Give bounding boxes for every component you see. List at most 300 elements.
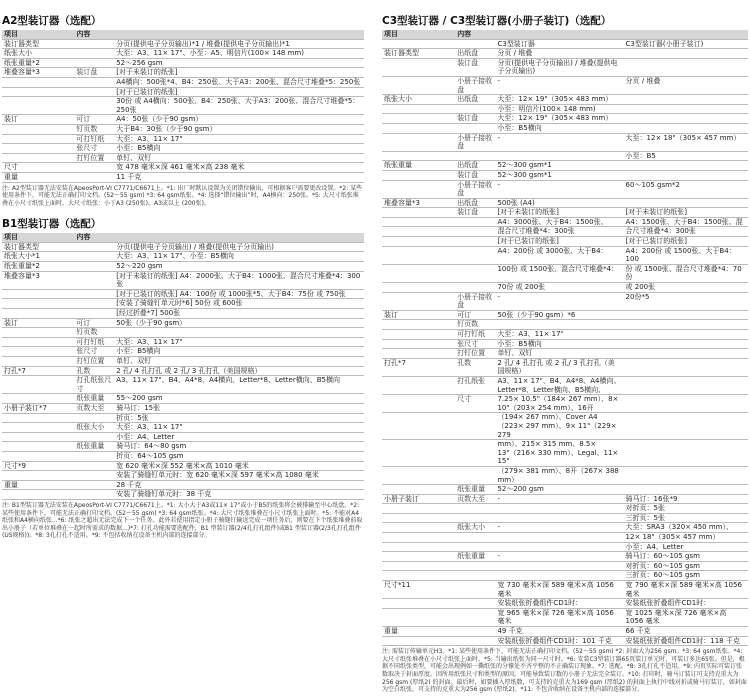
table-row [382, 246, 748, 264]
table-cell [455, 636, 495, 646]
table-row [382, 349, 748, 359]
header-item: 项目 [382, 30, 455, 39]
table-row [2, 366, 364, 376]
table-cell [495, 542, 623, 552]
table-row [382, 292, 748, 310]
table-row [382, 310, 748, 320]
table-cell: [经过折叠*7] 500张 [114, 309, 364, 319]
table-cell: 纸张大小 [382, 95, 455, 105]
table-row [382, 599, 748, 609]
table-row [382, 542, 748, 552]
table-cell [74, 413, 114, 423]
table-cell: 可打钉纸 [74, 337, 114, 347]
table-cell: 小至：明信片(100× 148 mm) [495, 104, 623, 114]
table-cell: 70份 或 200张 [495, 283, 623, 293]
table-cell [455, 440, 495, 467]
table-cell: 2 孔/ 4 孔打孔 或 2 孔/ 3 孔打孔（美国规格） [114, 366, 364, 376]
table-cell [2, 432, 74, 442]
header-item: 项目 [2, 30, 74, 39]
table-cell [2, 337, 74, 347]
table-cell: [对于已装订的纸张] [495, 237, 623, 247]
table-cell [382, 485, 455, 495]
table-cell [382, 513, 455, 523]
table-row [382, 581, 748, 599]
table-cell: 安装了骑缝钉单元时：38 千克 [114, 490, 364, 500]
table-cell: 折页：64～105 gsm [114, 451, 364, 461]
table-row [2, 68, 364, 78]
table-cell: 出纸盘 [455, 198, 495, 208]
table-cell: 分页 / 堆叠 [624, 76, 748, 94]
table-cell [74, 172, 114, 182]
table-cell [624, 413, 748, 440]
table-row [382, 320, 748, 330]
table-cell: - [495, 494, 623, 504]
table-cell [455, 246, 495, 264]
table-cell [382, 123, 455, 133]
table-cell: 分页 / 堆叠 [495, 49, 623, 59]
table-row [382, 161, 748, 171]
table-cell [382, 39, 455, 49]
table-cell [495, 533, 623, 543]
table-row [382, 237, 748, 247]
table-cell: 尺寸 [2, 163, 74, 173]
table-cell [382, 440, 455, 467]
table-cell [74, 252, 114, 262]
table-cell [2, 309, 74, 319]
table-cell: 小册子接收盘 [455, 180, 495, 198]
table-cell [382, 104, 455, 114]
table-cell: 2 孔/ 4 孔打孔 或 2 孔/ 3 孔打孔（美国规格） [495, 358, 623, 376]
table-cell [455, 533, 495, 543]
table-cell [2, 153, 74, 163]
table-cell: 28 千克 [114, 480, 364, 490]
table-cell: 49 千克 [495, 627, 623, 637]
table-cell: 安装纸张折叠组件CD1时： [495, 599, 623, 609]
table-cell: 装订 [2, 115, 74, 125]
table-cell: 小册子接收盘 [455, 76, 495, 94]
table-cell [382, 246, 455, 264]
table-row [382, 198, 748, 208]
table-cell [495, 561, 623, 571]
table-cell: 单钉、双钉 [495, 349, 623, 359]
table-cell [382, 320, 455, 330]
header-item: 项目 [2, 233, 74, 242]
table-cell [2, 77, 74, 87]
table-row [382, 376, 748, 394]
table-cell [382, 133, 455, 151]
table-cell [455, 39, 495, 49]
table-row [2, 347, 364, 357]
header-content: 内容 [74, 30, 364, 39]
table-cell: 尺寸*11 [382, 581, 455, 599]
table-cell: 纸张重量*2 [2, 262, 74, 272]
table-cell: 出纸盘 [455, 49, 495, 59]
table-row [2, 328, 364, 338]
table-cell: 大至：12× 19"（305× 483 mm） [495, 114, 623, 124]
table-cell: 30份 或 A4横向：500张、B4：250张、大于A3：200张、混合尺寸堆叠*5：250张 [114, 97, 364, 115]
table-cell [2, 471, 74, 481]
header-content: 内容 [455, 30, 748, 39]
table-cell [624, 440, 748, 467]
table-cell: 打孔*7 [382, 358, 455, 376]
table-header [382, 30, 748, 39]
table-cell: 100份 或 1500张、混合尺寸堆叠*4： [495, 264, 623, 282]
table-cell: 小册子接收盘 [455, 133, 495, 151]
table-cell [2, 97, 74, 115]
table-cell [624, 161, 748, 171]
table-cell: 纸张重量*2 [2, 58, 74, 68]
table-cell [74, 77, 114, 87]
table-cell [455, 413, 495, 440]
table-cell [74, 242, 114, 252]
table-row [382, 151, 748, 161]
table-row [2, 490, 364, 500]
table-cell [2, 423, 74, 433]
table-cell [455, 561, 495, 571]
table-cell: A4：3000张、大于B4：1500张、 [495, 217, 623, 227]
table-cell: 钉页数 [74, 328, 114, 338]
table-cell [2, 376, 74, 394]
table-cell [382, 552, 455, 562]
b1-note: 注: B1型装订器无法安装在ApeosPort-VI C7771/C6671上。*1: 大小大于A3或11× 17"或小于B5的纸张将会被排输至中心纸盘。*2: 某些使用条件下，可能无法正确打印文档。(52～55 gsm) *3: 64 gsm纸张。*4: 大尺寸纸张堆叠在小尺寸纸张上面时。*5: 不能对A4纸张和A4横向纸张...*6: 纸张之超出无法完成下一个任务。此外若使用指定小册子骑缝钉输送完成一项任务后，则要在下个纸张堆叠前取出小册子（若单位堆叠在一起时所需求的数据...)*7: 打孔功能需要选配件，B1 型装订器(2/4孔打孔组件)或B1 型装订器(2/3孔打孔组件(US规格))。*8: 3孔打孔不适用。*9: 不包括收纳在设备主机内部的连接部分。 [2, 501, 363, 540]
table-cell [74, 87, 114, 97]
table-row [2, 376, 364, 394]
table-cell: A4横向：500张*4、B4：250张、大于A3：200张、混合尺寸堆叠*5：250张 [114, 77, 364, 87]
table-row [382, 395, 748, 413]
table-header [2, 30, 364, 39]
table-cell [382, 237, 455, 247]
table-cell: 小册子接收盘 [455, 292, 495, 310]
left-column [2, 14, 364, 544]
table-cell: 纸张重量 [455, 552, 495, 562]
table-cell [74, 58, 114, 68]
table-cell: C3型装订器 [495, 39, 623, 49]
table-row [382, 494, 748, 504]
table-cell [455, 264, 495, 282]
table-cell: 孔数 [74, 366, 114, 376]
table-cell: - [495, 76, 623, 94]
table-cell [455, 104, 495, 114]
table-cell [382, 227, 455, 237]
table-row [2, 115, 364, 125]
table-cell [74, 309, 114, 319]
table-cell: 打钉位置 [74, 153, 114, 163]
table-row [2, 134, 364, 144]
table-cell [382, 339, 455, 349]
table-row [382, 114, 748, 124]
c3-note: 注: 需装订传输单元H3。*1: 某些使用条件下，可能无法正确打印文档。(52～55 gsm) *2: 封面大为256 gsm。*3: 64 gsm纸张。*4: 大尺寸纸张堆叠在小尺寸纸张上面时。*5: 当输出纸张为同一尺寸时。*6: 安装C3型装订器65页装订单元时，可装订多达65张。但是，根据不同纸张类型，可能会出现例如一撕纸张的分撑处不齐平整的不正确装订现象。*7: 选配。*8: 3孔打孔不适用。*9: 内页实际可装订张数取决于封面厚度。因所用纸张尺寸和类型的原因，可能导致装订数的小册子无法完全装订。*10: 打印时，骑马订装订可支持克重大为256 gsm (厚纸2) 的封面。最后时，如要插入厚纸数，可支持的克重大为169 gsm (厚纸2) 的封面上执行中线对折或骑马钉装订，如封面为空白纸张，可支持的克重大为256 gsm (厚纸2)。*11: 不包含收纳在设备主机内部的连接部分。 [382, 648, 747, 694]
table-row [382, 413, 748, 440]
table-cell: 重量 [382, 627, 455, 637]
table-cell [74, 471, 114, 481]
table-cell: 宽 790 毫米×深 589 毫米×高 1056 毫米 [624, 581, 748, 599]
table-cell: 三折页：5张 [624, 513, 748, 523]
table-cell: 或 200张 [624, 283, 748, 293]
table-cell: 张尺寸 [455, 339, 495, 349]
table-cell [455, 227, 495, 237]
table-cell [382, 58, 455, 76]
table-cell: 装订盘 [455, 208, 495, 218]
table-cell: 张尺寸 [74, 347, 114, 357]
table-cell: 出纸盘 [455, 161, 495, 171]
table-cell [455, 571, 495, 581]
table-row [382, 636, 748, 646]
table-cell: 安装纸张折叠组件CD1时：101 千克 [495, 636, 623, 646]
table-cell [624, 339, 748, 349]
table-cell: 分页(提供电子分页输出) / 堆叠(提供电子分页输出) [114, 242, 364, 252]
table-cell [624, 114, 748, 124]
table-cell [2, 347, 74, 357]
table-cell: 52～300 gsm*1 [495, 161, 623, 171]
table-row [382, 523, 748, 533]
table-cell [495, 571, 623, 581]
table-row [2, 461, 364, 471]
table-cell [455, 151, 495, 161]
table-cell [624, 466, 748, 484]
table-cell [382, 114, 455, 124]
b1-title: B1型装订器（选配） [2, 218, 102, 231]
table-row [2, 318, 364, 328]
table-cell [382, 533, 455, 543]
table-cell: 大至：A3、11× 17"、小至：B5横向 [114, 252, 364, 262]
table-cell: 页数大至 [74, 403, 114, 413]
table-row [2, 262, 364, 272]
table-cell: 纸张重量 [74, 442, 114, 452]
table-cell: 单钉、双钉 [114, 153, 364, 163]
table-cell [624, 170, 748, 180]
table-cell [2, 124, 74, 134]
table-cell [382, 599, 455, 609]
table-cell [2, 328, 74, 338]
table-cell: 分页(提供电子分页输出)*1 / 堆叠(提供电子分页输出)*1 [114, 39, 364, 49]
table-cell [455, 283, 495, 293]
table-cell: 装订 [382, 310, 455, 320]
c3-title: C3型装订器 / C3型装订器(小册子装订)（选配） [382, 15, 612, 27]
table-cell: 堆叠容量*3 [2, 68, 74, 78]
table-row [382, 571, 748, 581]
table-cell [2, 451, 74, 461]
table-cell [2, 490, 74, 500]
c3-spec-table [382, 30, 748, 646]
table-cell [382, 170, 455, 180]
table-cell [74, 480, 114, 490]
table-cell: 钉页数 [455, 320, 495, 330]
table-cell: 大至：12× 18"（305× 457 mm） [624, 133, 748, 151]
table-row [2, 153, 364, 163]
table-row [382, 440, 748, 467]
table-row [2, 413, 364, 423]
table-cell: 骑马订：15张 [114, 403, 364, 413]
table-cell [382, 542, 455, 552]
table-cell [455, 237, 495, 247]
table-row [382, 264, 748, 282]
table-cell: 可打钉纸 [455, 330, 495, 340]
table-row [2, 124, 364, 134]
table-cell [624, 320, 748, 330]
table-cell [74, 97, 114, 115]
table-cell [455, 504, 495, 514]
table-cell [455, 513, 495, 523]
table-row [382, 104, 748, 114]
table-row [382, 208, 748, 218]
table-cell [2, 87, 74, 97]
table-cell: 可订 [74, 115, 114, 125]
table-cell: 钉页数 [74, 124, 114, 134]
table-cell: 大至：A3、11× 17" [495, 330, 623, 340]
table-cell [455, 608, 495, 626]
table-cell: - [495, 523, 623, 533]
table-cell: 折页：5张 [114, 413, 364, 423]
table-cell [2, 144, 74, 154]
table-cell: [对于已装订的纸张] [624, 237, 748, 247]
table-cell [2, 134, 74, 144]
table-cell: 页数大至 [455, 494, 495, 504]
a2-spec-table [2, 30, 364, 183]
table-cell: 打钉位置 [74, 357, 114, 367]
table-cell [382, 571, 455, 581]
table-cell: A4：50张（少于90 gsm） [114, 115, 364, 125]
table-row [2, 309, 364, 319]
table-cell: 可打钉纸 [74, 134, 114, 144]
table-row [2, 442, 364, 452]
table-cell: 打孔*7 [2, 366, 74, 376]
table-cell: - [495, 133, 623, 151]
table-cell [495, 504, 623, 514]
table-cell [382, 413, 455, 440]
a2-title: A2型装订器（选配） [2, 15, 102, 27]
header-content: 内容 [74, 233, 364, 242]
table-cell: 混合尺寸堆叠*4：300张 [495, 227, 623, 237]
table-row [2, 451, 364, 461]
table-cell [2, 394, 74, 404]
table-row [382, 217, 748, 227]
table-cell: 50张（少于90 gsm）*6 [495, 310, 623, 320]
table-cell: 装订器类型 [382, 49, 455, 59]
table-cell: [安装了骑缝钉单元时*6] 50份 或 600张 [114, 299, 364, 309]
table-cell: 装订盘 [455, 170, 495, 180]
table-cell: 张尺寸 [74, 144, 114, 154]
table-cell [495, 320, 623, 330]
table-cell: 合尺寸堆叠*4：300张 [624, 227, 748, 237]
table-row [2, 471, 364, 481]
table-cell [455, 627, 495, 637]
table-row [2, 163, 364, 173]
table-cell: 安装了骑缝钉单元时：宽 620 毫米×深 597 毫米×高 1080 毫米 [114, 471, 364, 481]
table-cell [624, 358, 748, 376]
table-cell [624, 376, 748, 394]
table-cell [382, 636, 455, 646]
table-cell: 打钉位置 [455, 349, 495, 359]
table-cell: 大至：A3、11× 17" [114, 423, 364, 433]
table-cell: 大至：A3、11× 17"、小至：A5、明信片(100× 148 mm) [114, 49, 364, 59]
table-cell: 打孔纸张 [455, 376, 495, 394]
table-cell: C3型装订器(小册子装订) [624, 39, 748, 49]
table-cell: A4：200份 或 3000张、大于B4： [495, 246, 623, 264]
table-cell: 尺寸*9 [2, 461, 74, 471]
table-cell: 52～300 gsm*1 [495, 170, 623, 180]
table-cell [382, 561, 455, 571]
table-cell [624, 310, 748, 320]
table-cell: 大至：SRA3（320× 450 mm）、 [624, 523, 748, 533]
table-cell [495, 513, 623, 523]
table-cell: 小册子装订 [382, 494, 455, 504]
table-row [382, 627, 748, 637]
table-cell: 装订盘 [455, 114, 495, 124]
table-row [2, 58, 364, 68]
table-cell: 安装纸张折叠组件CD1时：118 千克 [624, 636, 748, 646]
table-cell [382, 504, 455, 514]
table-cell [2, 299, 74, 309]
table-cell: 纸张大小*1 [2, 252, 74, 262]
table-cell [74, 163, 114, 173]
table-row [2, 172, 364, 182]
table-row [2, 97, 364, 115]
table-cell: 装订器类型 [2, 242, 74, 252]
table-cell: 小册子装订*7 [2, 403, 74, 413]
table-cell [382, 608, 455, 626]
table-cell [624, 485, 748, 495]
table-cell [2, 442, 74, 452]
table-cell: 宽 1025 毫米×深 726 毫米×高 1056 毫米 [624, 608, 748, 626]
table-cell: [对于未装订的纸张] A4：2000张、大于B4：1000张、混合尺寸堆叠*4：300张 [114, 271, 364, 289]
table-cell: 纸张大小 [455, 523, 495, 533]
table-cell: 孔数 [455, 358, 495, 376]
table-cell: 纸张重量 [74, 394, 114, 404]
table-row [382, 552, 748, 562]
table-row [2, 337, 364, 347]
table-cell: 装订盘 [74, 68, 114, 78]
table-cell [2, 289, 74, 299]
table-cell: [对于未装订的纸张] [114, 68, 364, 78]
table-cell: 12× 18"（305× 457 mm） [624, 533, 748, 543]
table-cell: 小至：B5横向 [495, 339, 623, 349]
table-row [382, 170, 748, 180]
table-cell: - [495, 292, 623, 310]
a2-note: 注: A2型装订器无法安装在ApeosPort-VI C7771/C6671上。*1: 出厂时默认设置为关闭错位输出，可根据客户需要更改设置。*2: 某些使用条件下，可能无法正确打印文档。(52～55 gsm) *3: 64 gsm纸张。*4: 选择“错位输出”时，A4横向：250张。*5: 大尺寸纸张堆叠在小尺寸纸张上面时，大尺寸纸张：小于A3 (250张)，A3或以上 (200张)。 [2, 184, 363, 207]
table-row [2, 144, 364, 154]
table-cell [382, 523, 455, 533]
table-cell [624, 58, 748, 76]
table-cell: 大至：A3、11× 17" [114, 337, 364, 347]
table-row [382, 58, 748, 76]
table-cell [74, 262, 114, 272]
table-cell: 宽 965 毫米×深 726 毫米×高 1056 毫米 [495, 608, 623, 626]
table-row [382, 133, 748, 151]
table-header [2, 233, 364, 242]
table-cell: （194× 267 mm）、Cover A4（223× 297 mm）、9× 11"（229× 279 [495, 413, 623, 440]
table-row [382, 466, 748, 484]
table-row [382, 123, 748, 133]
table-cell [624, 395, 748, 413]
table-cell: - [495, 180, 623, 198]
table-row [2, 357, 364, 367]
table-cell [624, 330, 748, 340]
table-cell: [对于已装订的纸张] A4：100份 或 1000张*5、大于B4：75份 或 750张 [114, 289, 364, 299]
table-cell: 宽 478 毫米×深 461 毫米×高 238 毫米 [114, 163, 364, 173]
table-cell [74, 432, 114, 442]
table-row [382, 339, 748, 349]
table-cell [2, 357, 74, 367]
table-row [2, 77, 364, 87]
table-cell: A4：200份 或 1500张、大于B4：100 [624, 246, 748, 264]
table-row [382, 39, 748, 49]
table-cell: 安装纸张折叠组件CD1时： [624, 599, 748, 609]
table-cell: 对折页：5张 [624, 504, 748, 514]
table-cell: 66 千克 [624, 627, 748, 637]
table-cell [382, 76, 455, 94]
table-cell [624, 49, 748, 59]
table-cell [2, 413, 74, 423]
